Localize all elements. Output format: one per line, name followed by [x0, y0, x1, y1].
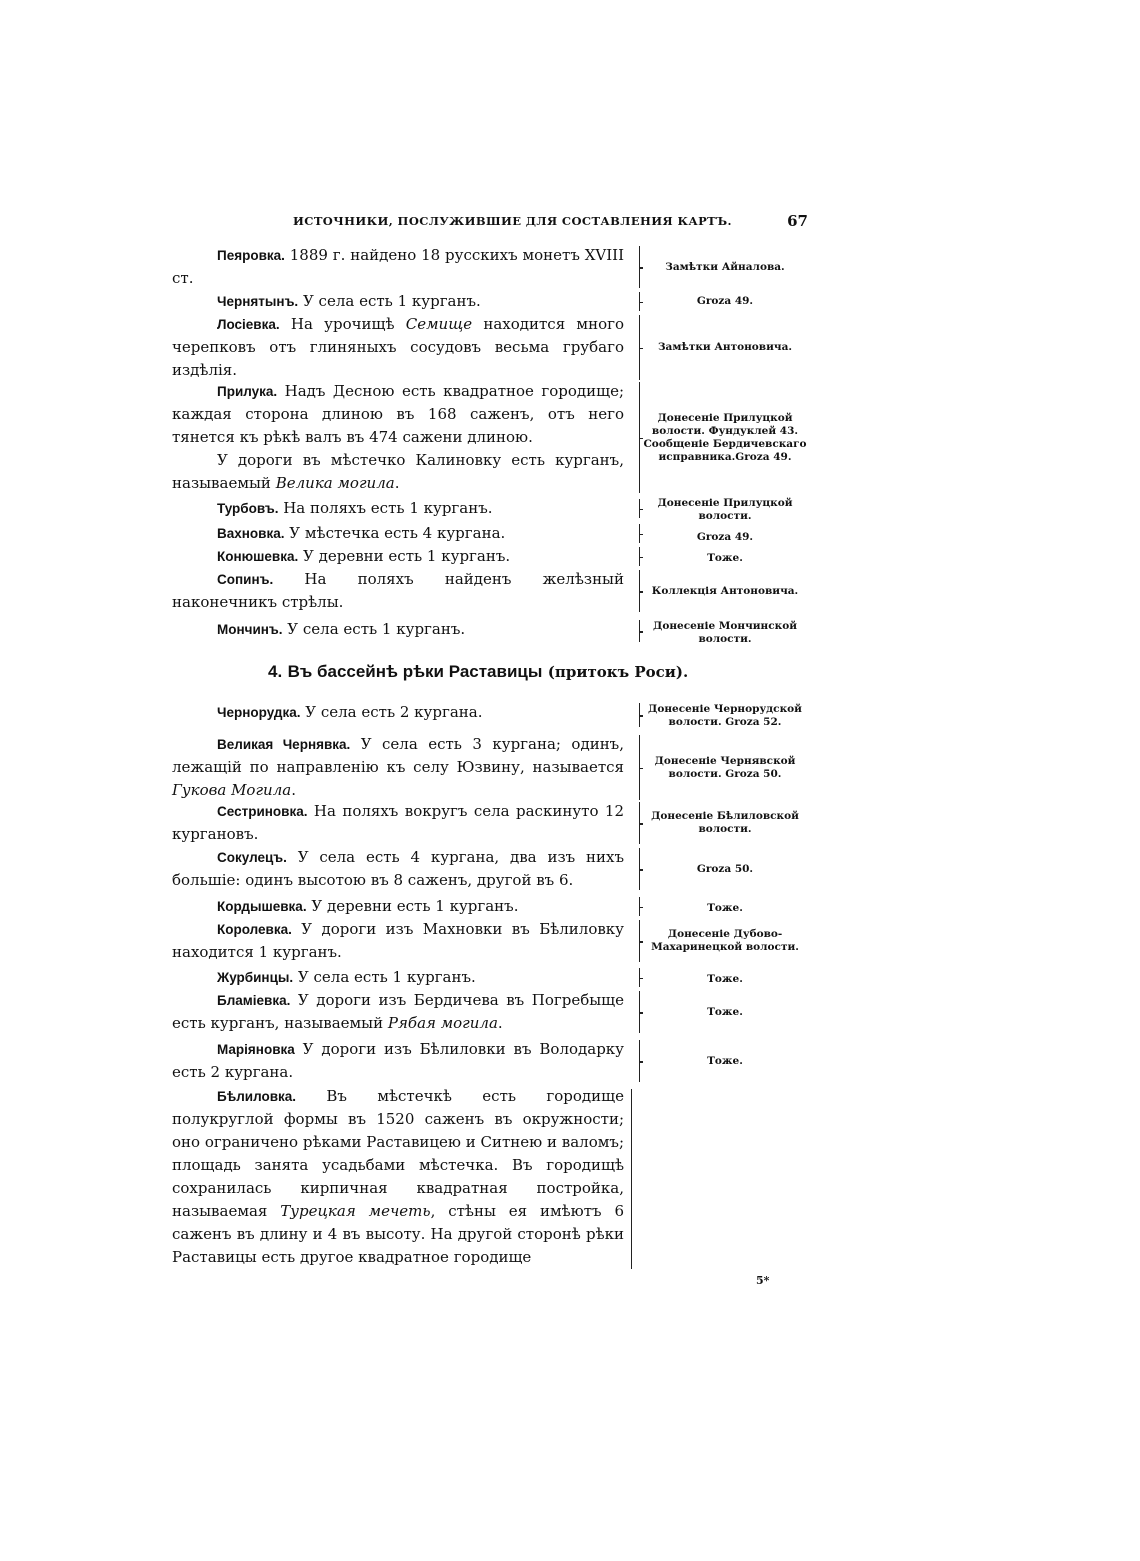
entry-text: Сокулецъ. У села есть 4 кургана, два изъ нихъ большіе: одинъ высотою въ 8 саженъ, другой въ 6.: [172, 848, 624, 889]
brace: [631, 920, 640, 962]
brace: [631, 570, 640, 612]
entry-text: Прилука. Надъ Десною есть квадратное городище; каждая сторона длиною въ 168 саженъ, отъ него тянется къ рѣкѣ валъ въ 474 сажени длиною. У дороги въ мѣстечко Калиновку есть курганъ, называемый Велика могила.: [172, 382, 624, 492]
brace: [631, 968, 640, 987]
source-citation: Groza 50.: [696, 862, 754, 875]
source-citation: Тоже.: [707, 1054, 743, 1067]
entry-sestrinovka: [172, 800, 808, 846]
entry-text: Королевка. У дороги изъ Махновки въ Бѣлиловку находится 1 курганъ.: [172, 920, 624, 961]
entry-konyushevka: [172, 545, 808, 568]
section-heading: [268, 662, 748, 682]
entry-turbov: [172, 497, 808, 520]
entry-chernorudka: [172, 701, 808, 727]
place-name: Сестриновка.: [217, 804, 308, 819]
italic-name: Семище: [405, 315, 473, 333]
entry-sokulets: [172, 846, 808, 892]
brace: [631, 382, 640, 493]
brace: [631, 499, 640, 518]
entry-bililovka: [172, 1085, 808, 1269]
entry-text: Великая Чернявка. У села есть 3 кургана; одинъ, лежащій по направленію къ селу Юзвину, называется Гукова Могила.: [172, 735, 624, 799]
entry-monchin: [172, 618, 808, 644]
source-citation: Тоже.: [707, 972, 743, 985]
brace: [631, 315, 640, 380]
place-name: Бѣлиловка.: [217, 1089, 297, 1104]
entry-velikaya-chernyavka: [172, 733, 808, 802]
entry-text: Сопинъ. На поляхъ найденъ желѣзный наконечникъ стрѣлы.: [172, 570, 624, 611]
section-note: (притокъ Роси).: [547, 663, 689, 681]
brace: [631, 547, 640, 566]
source-citation: Донесеніе Прилуцкой волости.: [657, 497, 793, 522]
source-citation: Донесеніе Прилуцкой волости. Фундуклей 43. Сообщеніе Бердичевскаго исправника.Groza 49.: [643, 411, 807, 463]
entry-vakhnovka: [172, 522, 808, 545]
brace: [631, 848, 640, 890]
entry-peyarovka: [172, 244, 808, 290]
place-name: Пеяровка.: [217, 248, 285, 263]
entry-text: Мончинъ. У села есть 1 курганъ.: [217, 620, 466, 638]
continuation-rule: [631, 1089, 632, 1269]
brace: [631, 246, 640, 288]
place-name: Великая Чернявка.: [217, 737, 351, 752]
brace: [631, 802, 640, 844]
brace: [631, 292, 640, 311]
section-title: Въ бассейнѣ рѣки Раставицы: [287, 662, 543, 681]
source-citation: Groza 49.: [696, 530, 754, 543]
brace: [631, 524, 640, 543]
place-name: Чернорудка.: [217, 705, 301, 720]
place-name: Турбовъ.: [217, 501, 279, 516]
place-name: Сокулецъ.: [217, 850, 287, 865]
brace: [631, 1040, 640, 1082]
entry-priluka: [172, 380, 808, 495]
entry-text: Кордышевка. У деревни есть 1 курганъ.: [217, 897, 519, 915]
running-header: [293, 212, 808, 232]
source-citation: Донесеніе Мончинской волости.: [652, 620, 798, 645]
source-citation: Коллекція Антоновича.: [651, 584, 799, 597]
source-citation: Замѣтки Айналова.: [665, 260, 785, 273]
source-citation: Тоже.: [707, 901, 743, 914]
entry-text: Пеяровка. 1889 г. найдено 18 русскихъ монетъ XVIII ст.: [172, 246, 624, 287]
entry-text: Вахновка. У мѣстечка есть 4 кургана.: [217, 524, 506, 542]
italic-name: Рябая могила: [387, 1014, 498, 1032]
source-citation: Замѣтки Антоновича.: [657, 341, 793, 353]
entry-text: Маріяновка У дороги изъ Бѣлиловки въ Володарку есть 2 кургана.: [172, 1040, 624, 1081]
source-citation: Донесеніе Чернявской волости. Groza 50.: [654, 754, 796, 780]
italic-name: Турецкая мечеть: [280, 1202, 431, 1220]
entry-korolevka: [172, 918, 808, 964]
entry-text: Бламіевка. У дороги изъ Бердичева въ Погребыще есть курганъ, называемый Рябая могила.: [172, 991, 624, 1032]
place-name: Чернятынъ.: [217, 294, 299, 309]
place-name: Журбинцы.: [217, 970, 294, 985]
entry-chernyatyn: [172, 290, 808, 313]
entry-blamievka: [172, 989, 808, 1035]
source-citation: Тоже.: [707, 551, 743, 564]
place-name: Прилука.: [217, 384, 278, 399]
page-number: 67: [787, 212, 808, 230]
place-name: Кордышевка.: [217, 899, 307, 914]
entry-mariyanovka: [172, 1038, 808, 1084]
place-name: Конюшевка.: [217, 549, 299, 564]
entry-text: Журбинцы. У села есть 1 курганъ.: [217, 968, 476, 986]
italic-name: Гукова Могила: [172, 781, 292, 799]
brace: [631, 620, 640, 642]
entry-losievka: [172, 313, 808, 382]
entry-text: Сестриновка. На поляхъ вокругъ села раскинуто 12 кургановъ.: [172, 802, 624, 843]
entry-text: Чернятынъ. У села есть 1 курганъ.: [217, 292, 481, 310]
entry-text: Бѣлиловка. Въ мѣстечкѣ есть городище полукруглой формы въ 1520 саженъ въ окружности; оно ограничено рѣками Раставицею и Ситнею и валомъ; площадь занята усадьбами мѣстечка. Въ городищѣ сохранилась кирпичная квадратная постройка, называемая Турецкая мечеть, стѣны ея имѣютъ 6 саженъ въ длину и 4 въ высоту. На другой сторонѣ рѣки Раставицы есть другое квадратное городище: [172, 1087, 625, 1266]
source-citation: Groza 49.: [696, 295, 754, 307]
italic-name: Велика могила: [275, 474, 395, 492]
entry-text: Лосіевка. На урочищѣ Семище находится много черепковъ отъ глиняныхъ сосудовъ весьма грубаго издѣлія.: [172, 315, 624, 379]
entry-text: Конюшевка. У деревни есть 1 курганъ.: [217, 547, 511, 565]
place-name: Сопинъ.: [217, 572, 274, 587]
place-name: Королевка.: [217, 922, 292, 937]
place-name: Маріяновка: [217, 1042, 295, 1057]
source-citation: Тоже.: [707, 1005, 743, 1018]
entry-text: Турбовъ. На поляхъ есть 1 курганъ.: [217, 499, 493, 517]
section-number: 4.: [268, 662, 283, 681]
place-name: Мончинъ.: [217, 622, 283, 637]
entry-text: Чернорудка. У села есть 2 кургана.: [217, 703, 483, 721]
entry-sopin: [172, 568, 808, 614]
place-name: Бламіевка.: [217, 993, 291, 1008]
entry-zhurbintsy: [172, 966, 808, 989]
header-title: ИСТОЧНИКИ, ПОСЛУЖИВШИЕ ДЛЯ СОСТАВЛЕНИЯ КАРТЪ.: [293, 214, 732, 228]
source-citation: Донесеніе Чернорудской волости. Groza 52.: [648, 703, 802, 728]
entry-kordyshevka: [172, 895, 808, 918]
source-citation: Донесеніе Дубово-Махаринецкой волости.: [651, 928, 799, 953]
source-citation: Донесеніе Бѣлиловской волости.: [651, 810, 799, 835]
place-name: Вахновка.: [217, 526, 285, 541]
brace: [631, 897, 640, 916]
brace: [631, 991, 640, 1033]
place-name: Лосіевка.: [217, 317, 280, 332]
brace: [631, 703, 640, 727]
signature-mark: 5*: [756, 1274, 770, 1287]
brace: [631, 735, 640, 800]
